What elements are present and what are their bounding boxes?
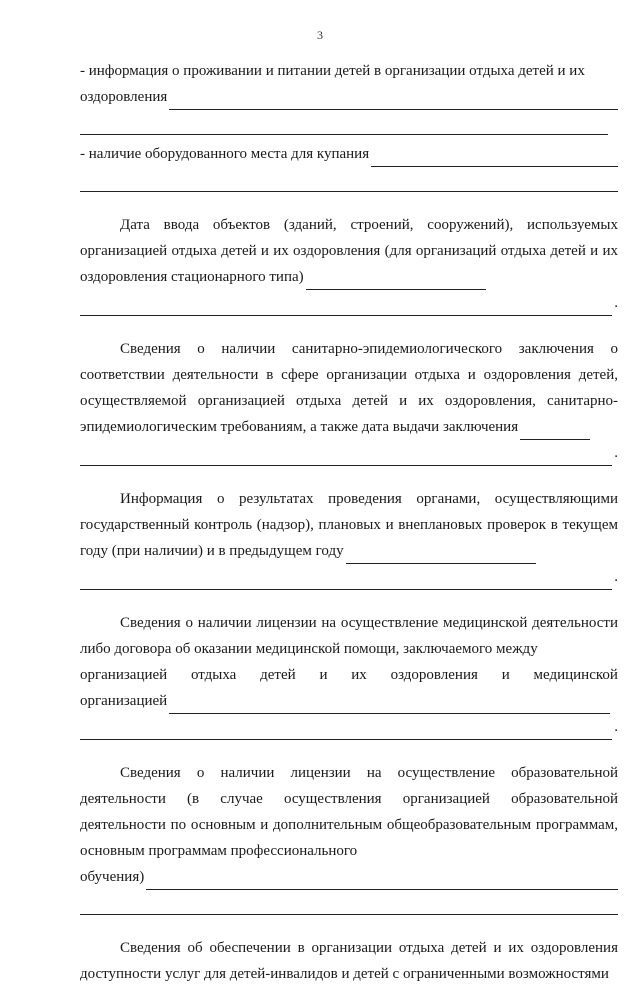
inspections-blank[interactable] — [80, 569, 612, 590]
commissioning-text: Дата ввода объектов (зданий, строений, сооружений), используемых организацией отдыха детей и их оздоровления (для организаций отдыха детей и их оздоровления стационарного типа) — [80, 217, 618, 285]
education-last-label: обучения) — [80, 869, 145, 885]
education-last-line — [80, 864, 618, 890]
commissioning-blank[interactable] — [80, 295, 612, 316]
medical-word: организацией — [80, 667, 168, 683]
bathing-blank[interactable] — [80, 171, 618, 192]
education-field[interactable] — [146, 871, 618, 890]
medical-blank-row — [80, 714, 618, 740]
inspections-blank-row — [80, 564, 618, 590]
medical-word: их — [351, 667, 367, 683]
period-mark: . — [614, 295, 618, 311]
bathing-label: - наличие оборудованного места для купания — [80, 146, 370, 162]
period-mark: . — [614, 569, 618, 585]
document-body — [80, 58, 618, 987]
medical-paragraph: Сведения о наличии лицензии на осуществление медицинской деятельности либо договора об оказании медицинской помощи, заключаемого между — [80, 615, 618, 657]
medical-word: и — [319, 667, 328, 683]
education-paragraph: Сведения о наличии лицензии на осуществление образовательной деятельности (в случае осуществления организацией образовательной деятельности по основным и дополнительным общеобразовательным программам, основным программам профессионального — [80, 765, 618, 859]
period-mark: . — [614, 719, 618, 735]
medical-word: отдыха — [190, 667, 237, 683]
medical-word: медицинской — [533, 667, 618, 683]
sanitary-field[interactable] — [520, 421, 590, 440]
inspections-field[interactable] — [346, 545, 536, 564]
sanitary-blank[interactable] — [80, 445, 612, 466]
medical-word: и — [501, 667, 510, 683]
living-info-line1: - информация о проживании и питании детей в организации отдыха детей и их — [80, 63, 585, 79]
sanitary-paragraph — [80, 336, 618, 440]
sanitary-blank-row — [80, 440, 618, 466]
living-info-blank[interactable] — [80, 114, 608, 135]
medical-last-label: организацией — [80, 693, 168, 709]
living-info-label: оздоровления — [80, 89, 168, 105]
inspections-text: Информация о результатах проведения органами, осуществляющими государственный контроль (надзор), плановых и внеплановых проверок в текущем году (при наличии) и в предыдущем году — [80, 491, 618, 559]
inspections-paragraph — [80, 486, 618, 564]
living-info-field[interactable] — [169, 91, 618, 110]
period-mark: . — [614, 445, 618, 461]
medical-word: детей — [260, 667, 296, 683]
bathing-field[interactable] — [371, 148, 618, 167]
sanitary-text: Сведения о наличии санитарно-эпидемиологического заключения о соответствии деятельности в сфере организации отдыха и оздоровления детей, осуществляемой организацией отдыха детей и их оздоровления, санитарно-эпидемиологическим требованиям, а также дата выдачи заключения — [80, 341, 618, 435]
medical-word: оздоровления — [390, 667, 478, 683]
medical-spread-line — [80, 662, 618, 688]
living-info-line2 — [80, 84, 618, 110]
accessibility-paragraph: Сведения об обеспечении в организации отдыха детей и их оздоровления доступности услуг для детей-инвалидов и детей с ограниченными возможностями — [80, 940, 618, 982]
medical-last-line — [80, 688, 618, 714]
commissioning-paragraph — [80, 212, 618, 290]
bathing-line — [80, 141, 618, 167]
commissioning-field[interactable] — [306, 271, 486, 290]
page-number: 3 — [317, 28, 323, 42]
medical-field[interactable] — [169, 695, 610, 714]
commissioning-blank-row — [80, 290, 618, 316]
medical-blank[interactable] — [80, 719, 612, 740]
